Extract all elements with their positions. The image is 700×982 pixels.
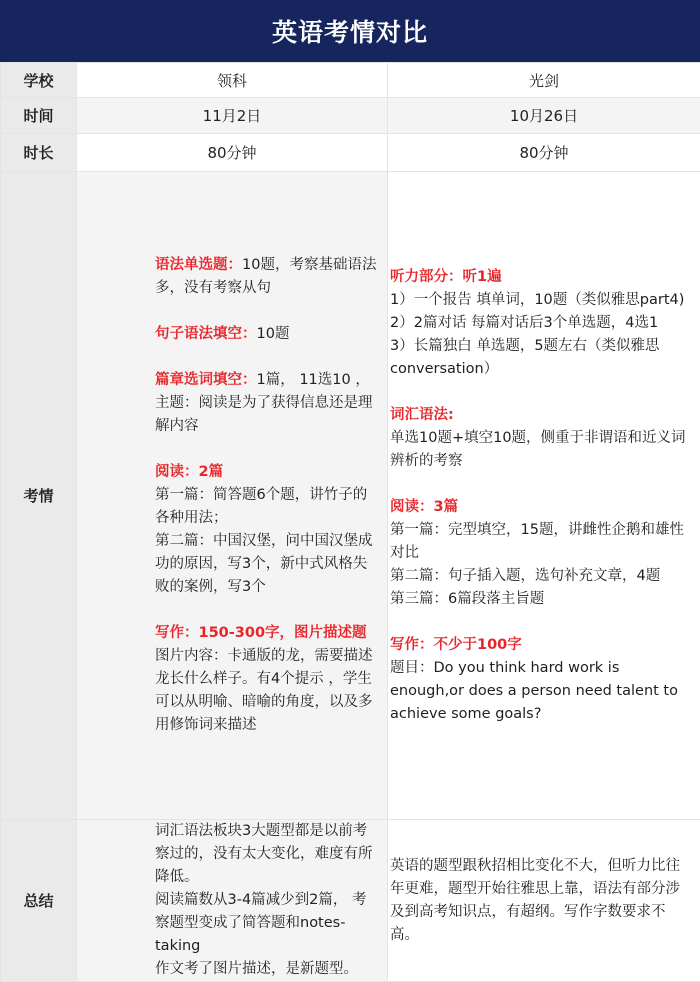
reading-p2-b: 第二篇：句子插入题，选句补充文章，4题 [390,565,690,588]
reading-title: 阅读：2篇 [155,461,379,484]
table-row-duration [1,134,700,172]
reading-p1-b: 第一篇：完型填空，15题，讲雌性企鹅和雄性对比 [390,519,690,565]
listening-title: 听力部分：听1遍 [390,266,690,289]
writing-title: 写作：150-300字，图片描述题 [155,622,379,645]
table-row-exam [1,172,700,820]
sentence-section [155,323,379,346]
summary-a-line-1: 词汇语法板块3大题型都是以前考察过的，没有太大变化，难度有所降低。 [155,820,379,889]
exam-b [388,172,700,820]
table-row-summary [1,820,700,982]
sentence-title: 句子语法填空： [155,326,257,342]
sentence-text: 10题 [257,326,290,342]
writing-title-b: 写作：不少于100字 [390,634,690,657]
row-label-duration: 时长 [1,134,77,172]
summary-a-line-3: 作文考了图片描述，是新题型。 [155,958,379,981]
date-a: 11月2日 [77,98,388,134]
writing-text-b: 题目：Do you think hard work is enough,or does a person need talent to achieve some goals? [390,657,690,726]
reading-p3-b: 第三篇：6篇段落主旨题 [390,588,690,611]
row-label-summary: 总结 [1,820,77,982]
summary-a-line-2: 阅读篇数从3-4篇减少到2篇， 考察题型变成了简答题和notes- taking [155,889,379,958]
vocab-title: 词汇语法: [390,404,690,427]
row-label-school: 学校 [1,63,77,98]
row-label-exam: 考情 [1,172,77,820]
writing-text: 图片内容：卡通版的龙，需要描述龙长什么样子。有4个提示 ，学生可以从明喻、暗喻的角度，以及多用修饰词来描述 [155,645,379,737]
date-b: 10月26日 [388,98,700,134]
row-label-date: 时间 [1,98,77,134]
passage-title: 篇章选词填空： [155,372,257,388]
listening-2: 2）2篇对话 每篇对话后3个单选题，4选1 [390,312,690,335]
grammar-section [155,254,379,300]
passage-text: 1篇， 11选10 ，主题：阅读是为了获得信息还是理解内容 [155,372,373,434]
grammar-title: 语法单选题： [155,257,242,273]
duration-b: 80分钟 [388,134,700,172]
school-a: 领科 [77,63,388,98]
listening-3: 3）长篇独白 单选题，5题左右（类似雅思conversation） [390,335,690,381]
reading-p2: 第二篇：中国汉堡，问中国汉堡成功的原因，写3个，新中式风格失败的案例，写3个 [155,530,379,599]
summary-b: 英语的题型跟秋招相比变化不大，但听力比往年更难，题型开始往雅思上靠，语法有部分涉及到高考知识点，有超纲。写作字数要求不高。 [388,820,700,982]
page-title: 英语考情对比 [0,0,700,62]
passage-section [155,369,379,438]
reading-title-b: 阅读：3篇 [390,496,690,519]
grammar-text: 10题，考察基础语法多，没有考察从句 [155,257,376,296]
vocab-text: 单选10题+填空10题，侧重于非谓语和近义词辨析的考察 [390,427,690,473]
table-row-date [1,98,700,134]
listening-1: 1）一个报告 填单词，10题（类似雅思part4) [390,289,690,312]
reading-p1: 第一篇：简答题6个题，讲竹子的各种用法； [155,484,379,530]
comparison-table [0,62,700,982]
summary-a [77,820,388,982]
table-row-school [1,63,700,98]
exam-a [77,172,388,820]
duration-a: 80分钟 [77,134,388,172]
school-b: 光剑 [388,63,700,98]
